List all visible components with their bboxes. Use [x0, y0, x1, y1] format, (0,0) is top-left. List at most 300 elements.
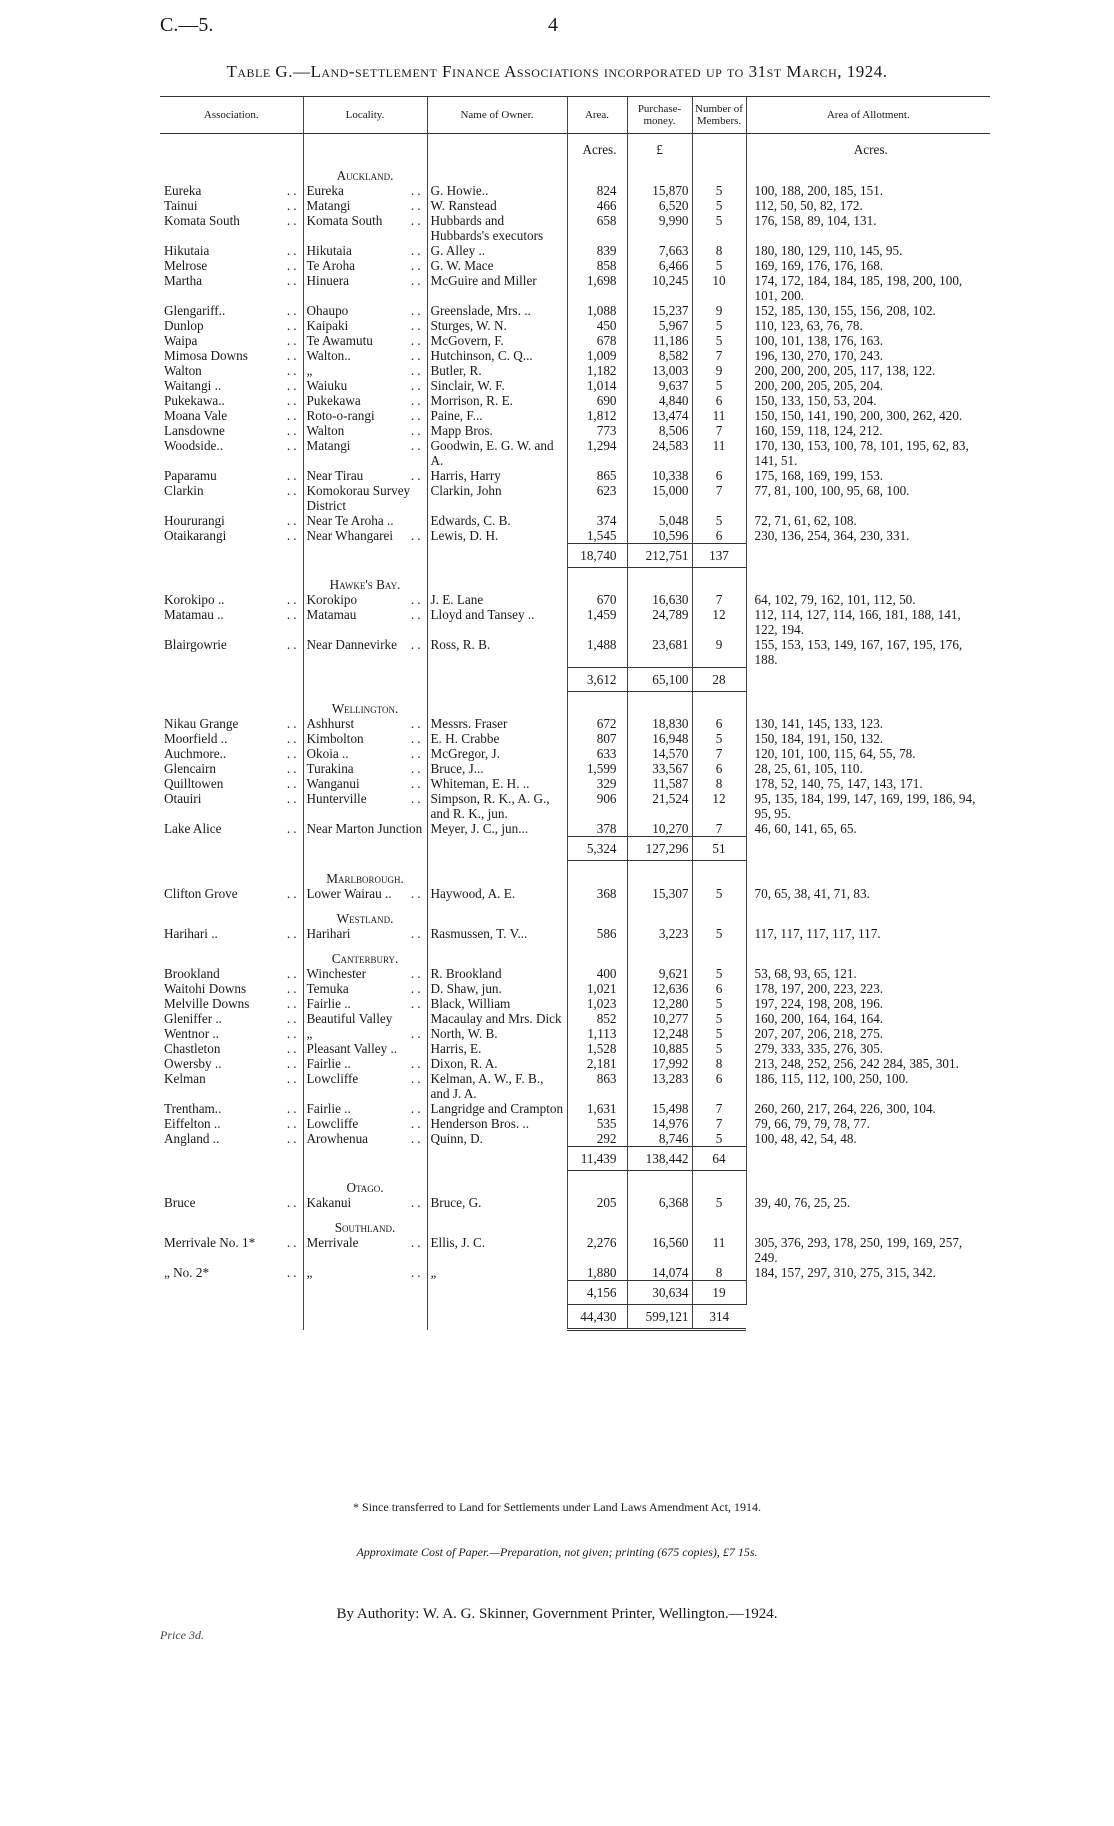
leader-dots: ..	[286, 1100, 300, 1116]
area	[567, 363, 627, 378]
association-name-text: Dunlop	[164, 317, 204, 333]
area	[567, 183, 627, 198]
locality-text: Pleasant Valley ..	[306, 1040, 398, 1056]
allotment-areas	[746, 198, 990, 213]
subtotal-blank	[427, 837, 567, 861]
area-unit	[567, 134, 627, 158]
allotment-areas-text: 110, 123, 63, 76, 78.	[754, 317, 863, 333]
area	[567, 886, 627, 901]
locality-text: Near Marton Junction	[306, 821, 423, 836]
locality	[303, 1265, 427, 1281]
purchase-money-text: 12,636	[652, 980, 689, 996]
locality	[303, 483, 427, 513]
members	[692, 258, 746, 273]
owner-name	[427, 1041, 567, 1056]
association-name	[160, 791, 303, 821]
association-name-text: Glencairn	[164, 761, 216, 776]
allotment-areas	[746, 746, 990, 761]
locality-text: Lowcliffe	[306, 1070, 359, 1086]
region-blank	[746, 567, 990, 592]
members-text: 7	[715, 347, 723, 363]
association-name-text: Hikutaia	[164, 242, 210, 258]
area	[567, 318, 627, 333]
region-blank	[567, 861, 627, 886]
locality	[303, 1056, 427, 1071]
region-heading	[303, 1170, 427, 1195]
allotment-areas	[746, 333, 990, 348]
area-text: 1,021	[586, 980, 617, 996]
table-row	[160, 637, 990, 667]
owner-name-text: Morrison, R. E.	[430, 392, 513, 408]
allotment-areas-text: 53, 68, 93, 65, 121.	[754, 965, 857, 981]
members	[692, 746, 746, 761]
allotment-areas-text: 46, 60, 141, 65, 65.	[754, 821, 857, 836]
allotment-areas	[746, 981, 990, 996]
subtotal-members-text: 19	[712, 1285, 726, 1300]
owner-name	[427, 1011, 567, 1026]
allotment-areas	[746, 1116, 990, 1131]
area-text: 374	[596, 512, 617, 528]
association-name-text: Mimosa Downs	[164, 347, 248, 363]
allotment-areas	[746, 528, 990, 544]
purchase-money-text: 10,885	[652, 1040, 689, 1056]
purchase-money-text: 6,520	[658, 197, 689, 213]
association-name-text: Clifton Grove	[164, 885, 238, 901]
region-blank	[567, 567, 627, 592]
leader-dots: ..	[410, 332, 424, 348]
table-row	[160, 716, 990, 731]
owner-name-text: Whiteman, E. H. ..	[430, 776, 530, 791]
locality-text: Te Awamutu	[306, 332, 373, 348]
association-name	[160, 438, 303, 468]
subtotal-blank	[746, 837, 990, 861]
members-text: 5	[715, 1025, 723, 1041]
owner-name	[427, 637, 567, 667]
area-text: 623	[596, 482, 617, 498]
subtotal-area-text: 4,156	[586, 1285, 617, 1300]
table-row	[160, 1265, 990, 1281]
owner-name-text: Harris, E.	[430, 1040, 482, 1056]
table-row	[160, 731, 990, 746]
locality-text: Fairlie ..	[306, 1055, 351, 1071]
members	[692, 1041, 746, 1056]
association-name	[160, 408, 303, 423]
table-row	[160, 1195, 990, 1210]
leader-dots: ..	[286, 422, 300, 438]
association-name	[160, 886, 303, 901]
locality-text: Roto-o-rangi	[306, 407, 375, 423]
owner-name-text: Kelman, A. W., F. B., and J. A.	[430, 1070, 544, 1101]
region-heading-text: Westland.	[336, 910, 394, 926]
allotment-areas	[746, 513, 990, 528]
area-text: 205	[596, 1195, 617, 1210]
region-blank	[692, 861, 746, 886]
members-text: 5	[715, 731, 723, 746]
locality-text: Fairlie ..	[306, 995, 351, 1011]
region-blank	[427, 1170, 567, 1195]
leader-dots: ..	[286, 761, 300, 776]
leader-dots: ..	[286, 1055, 300, 1071]
area	[567, 513, 627, 528]
leader-dots: ..	[286, 482, 300, 498]
purchase-money-text: 14,976	[652, 1115, 689, 1131]
owner-name-text: Greenslade, Mrs. ..	[430, 302, 531, 318]
area-text: 1,113	[587, 1025, 617, 1041]
units-blank	[160, 134, 303, 158]
subtotal-blank	[160, 543, 303, 567]
purchase-money-text: 6,466	[658, 257, 689, 273]
purchase-money	[627, 966, 692, 981]
locality	[303, 348, 427, 363]
total-blank	[746, 1305, 990, 1330]
locality-text: Lower Wairau ..	[306, 885, 392, 901]
locality	[303, 1026, 427, 1041]
leader-dots: ..	[410, 1195, 424, 1210]
purchase-money-text: 10,596	[652, 527, 689, 543]
owner-name-text: Macaulay and Mrs. Dick	[430, 1010, 562, 1026]
region-blank	[427, 941, 567, 966]
locality	[303, 996, 427, 1011]
association-name	[160, 1235, 303, 1265]
money-unit	[627, 134, 692, 158]
table-row	[160, 1116, 990, 1131]
members	[692, 183, 746, 198]
association-name-text: Auchmore..	[164, 746, 227, 761]
association-name	[160, 378, 303, 393]
purchase-money-text: 15,000	[652, 482, 689, 498]
region-heading-text: Canterbury.	[331, 950, 399, 966]
members	[692, 213, 746, 243]
region-blank	[627, 941, 692, 966]
region-blank	[627, 861, 692, 886]
subtotal-row	[160, 667, 990, 691]
table-row	[160, 213, 990, 243]
subtotal-blank	[303, 667, 427, 691]
region-blank	[427, 1210, 567, 1235]
owner-name	[427, 528, 567, 544]
table-row	[160, 528, 990, 544]
owner-name	[427, 1116, 567, 1131]
owner-name-text: Langridge and Crampton	[430, 1100, 564, 1116]
leader-dots: ..	[286, 302, 300, 318]
association-name	[160, 183, 303, 198]
locality-text: Temuka	[306, 980, 349, 996]
area	[567, 483, 627, 513]
purchase-money-text: 6,368	[658, 1195, 689, 1210]
locality-text: Komokorau Survey District	[306, 482, 411, 513]
members-text: 5	[715, 995, 723, 1011]
association-name	[160, 213, 303, 243]
allotment-areas	[746, 776, 990, 791]
table-row	[160, 776, 990, 791]
leader-dots: ..	[286, 527, 300, 543]
region-heading	[303, 1210, 427, 1235]
allotment-areas-text: 64, 102, 79, 162, 101, 112, 50.	[754, 592, 916, 607]
members-text: 6	[715, 392, 723, 408]
region-blank	[692, 691, 746, 716]
association-name	[160, 468, 303, 483]
association-name	[160, 393, 303, 408]
association-name-text: Kelman	[164, 1070, 206, 1086]
association-name	[160, 746, 303, 761]
region-heading-text: Auckland.	[336, 167, 394, 183]
allotment-areas	[746, 1235, 990, 1265]
allotment-areas-text: 155, 153, 153, 149, 167, 167, 195, 176, 188.	[754, 637, 963, 667]
owner-name-text: McGovern, F.	[430, 332, 504, 348]
purchase-money-text: 15,498	[652, 1100, 689, 1116]
leader-dots: ..	[286, 637, 300, 652]
associations-table	[160, 96, 990, 1331]
purchase-money-text: 24,583	[652, 437, 689, 453]
region-row	[160, 861, 990, 886]
area-text: 368	[596, 885, 617, 901]
area	[567, 607, 627, 637]
locality	[303, 981, 427, 996]
allotment-areas-text: 178, 197, 200, 223, 223.	[754, 980, 884, 996]
association-name-text: Pukekawa..	[164, 392, 225, 408]
allotment-areas-text: 213, 248, 252, 256, 242 284, 385, 301.	[754, 1055, 959, 1071]
subtotal-area	[567, 667, 627, 691]
area-text: 1,088	[586, 302, 617, 318]
association-name	[160, 243, 303, 258]
locality	[303, 1235, 427, 1265]
owner-name-text: Simpson, R. K., A. G., and R. K., jun.	[430, 791, 550, 821]
subtotal-members	[692, 667, 746, 691]
locality-text: Near Tirau	[306, 467, 364, 483]
owner-name	[427, 761, 567, 776]
purchase-money-text: 33,567	[652, 761, 689, 776]
members	[692, 791, 746, 821]
purchase-money	[627, 1265, 692, 1281]
members	[692, 1131, 746, 1147]
locality-text: Matamau	[306, 607, 357, 622]
owner-name	[427, 776, 567, 791]
allotment-areas	[746, 318, 990, 333]
members-text: 5	[715, 1040, 723, 1056]
leader-dots: ..	[410, 1265, 424, 1280]
owner-name	[427, 607, 567, 637]
association-name	[160, 513, 303, 528]
area	[567, 528, 627, 544]
subtotal-members-text: 28	[712, 671, 726, 687]
leader-dots: ..	[410, 1055, 424, 1071]
owner-name	[427, 966, 567, 981]
region-blank	[567, 1210, 627, 1235]
association-name	[160, 273, 303, 303]
purchase-money	[627, 378, 692, 393]
association-name-text: Otaikarangi	[164, 527, 227, 543]
allotment-areas	[746, 303, 990, 318]
purchase-money-text: 9,990	[658, 212, 689, 228]
subtotal-row	[160, 1146, 990, 1170]
allotment-areas	[746, 273, 990, 303]
allotment-areas-text: 77, 81, 100, 100, 95, 68, 100.	[754, 482, 910, 498]
members-text: 8	[715, 776, 723, 791]
locality	[303, 1116, 427, 1131]
subtotal-area	[567, 1146, 627, 1170]
owner-name-text: G. W. Mace	[430, 257, 494, 273]
association-name	[160, 926, 303, 941]
purchase-money-text: 12,280	[652, 995, 689, 1011]
leader-dots: ..	[286, 716, 300, 731]
owner-name	[427, 318, 567, 333]
area	[567, 592, 627, 607]
table-row	[160, 438, 990, 468]
association-name	[160, 1265, 303, 1281]
allotment-areas	[746, 886, 990, 901]
members	[692, 886, 746, 901]
allotment-areas	[746, 821, 990, 837]
leader-dots: ..	[286, 821, 300, 836]
leader-dots: ..	[410, 242, 424, 258]
area	[567, 348, 627, 363]
area-text: 378	[596, 821, 617, 836]
owner-name-text: J. E. Lane	[430, 592, 484, 607]
members-text: 7	[715, 1100, 723, 1116]
purchase-money-text: 11,186	[652, 332, 689, 348]
allotment-areas	[746, 1011, 990, 1026]
allotment-areas-text: 120, 101, 100, 115, 64, 55, 78.	[754, 746, 916, 761]
units-blank	[692, 134, 746, 158]
table-row	[160, 592, 990, 607]
leader-dots: ..	[286, 212, 300, 228]
locality-text: „	[306, 1025, 313, 1041]
allotment-areas-text: 112, 50, 50, 82, 172.	[754, 197, 863, 213]
subtotal-blank	[303, 1146, 427, 1170]
region-blank	[427, 901, 567, 926]
allotment-areas-text: 200, 200, 200, 205, 117, 138, 122.	[754, 362, 936, 378]
region-blank	[627, 691, 692, 716]
locality-text: Beautiful Valley	[306, 1010, 393, 1026]
locality	[303, 886, 427, 901]
owner-name	[427, 1235, 567, 1265]
footnote: * Since transferred to Land for Settlements under Land Laws Amendment Act, 1914.	[353, 1500, 761, 1514]
owner-name-text: W. Ranstead	[430, 197, 497, 213]
locality	[303, 333, 427, 348]
members	[692, 468, 746, 483]
owner-name-text: Henderson Bros. ..	[430, 1115, 530, 1131]
area	[567, 378, 627, 393]
allotment-areas-text: 184, 157, 297, 310, 275, 315, 342.	[754, 1265, 936, 1280]
table-row	[160, 1101, 990, 1116]
area-text: 466	[596, 197, 617, 213]
table-row	[160, 318, 990, 333]
purchase-money-text: 15,870	[652, 182, 689, 198]
subtotal-area-text: 3,612	[586, 671, 617, 687]
members	[692, 1195, 746, 1210]
leader-dots: ..	[410, 965, 424, 981]
table-row	[160, 791, 990, 821]
owner-name	[427, 258, 567, 273]
purchase-money-text: 3,223	[658, 925, 689, 941]
purchase-money	[627, 528, 692, 544]
subtotal-money-text: 138,442	[645, 1150, 689, 1166]
purchase-money	[627, 996, 692, 1011]
subtotal-area	[567, 837, 627, 861]
subtotal-money	[627, 837, 692, 861]
purchase-money	[627, 1116, 692, 1131]
members-text: 12	[712, 791, 726, 806]
purchase-money	[627, 243, 692, 258]
area-text: 400	[596, 965, 617, 981]
allotment-areas	[746, 213, 990, 243]
owner-name	[427, 438, 567, 468]
locality	[303, 1195, 427, 1210]
subtotal-blank	[746, 667, 990, 691]
area-text: 1,294	[586, 437, 617, 453]
members-text: 5	[715, 925, 723, 941]
leader-dots: ..	[286, 257, 300, 273]
locality-text: Pukekawa	[306, 392, 361, 408]
region-blank	[567, 158, 627, 183]
owner-name-text: McGuire and Miller	[430, 272, 537, 288]
locality-text: Hikutaia	[306, 242, 352, 258]
subtotal-members	[692, 1281, 746, 1305]
association-name	[160, 637, 303, 667]
region-blank	[160, 861, 303, 886]
association-name	[160, 333, 303, 348]
area	[567, 1056, 627, 1071]
area-text: 1,009	[586, 347, 617, 363]
members-text: 5	[715, 512, 723, 528]
owner-name	[427, 716, 567, 731]
region-blank	[746, 941, 990, 966]
allotment-areas-text: 169, 169, 176, 176, 168.	[754, 257, 884, 273]
owner-name-text: Bruce, J...	[430, 761, 484, 776]
allotment-areas	[746, 1026, 990, 1041]
members-text: 7	[715, 592, 723, 607]
leader-dots: ..	[286, 607, 300, 622]
leader-dots: ..	[286, 377, 300, 393]
association-name-text: Quilltowen	[164, 776, 224, 791]
purchase-money	[627, 746, 692, 761]
allotment-areas-text: 130, 141, 145, 133, 123.	[754, 716, 884, 731]
association-name	[160, 731, 303, 746]
members	[692, 408, 746, 423]
grand-total-area	[567, 1305, 627, 1330]
region-row	[160, 901, 990, 926]
area	[567, 791, 627, 821]
locality	[303, 1041, 427, 1056]
owner-name	[427, 996, 567, 1011]
association-name	[160, 303, 303, 318]
allotment-areas-text: 230, 136, 254, 364, 230, 331.	[754, 527, 910, 543]
members	[692, 363, 746, 378]
allotment-areas-text: 178, 52, 140, 75, 147, 143, 171.	[754, 776, 923, 791]
region-row	[160, 691, 990, 716]
locality-text: Near Dannevirke	[306, 637, 397, 652]
locality	[303, 607, 427, 637]
region-heading-text: Hawke's Bay.	[329, 577, 401, 592]
table-row	[160, 1026, 990, 1041]
area	[567, 716, 627, 731]
purchase-money	[627, 981, 692, 996]
table-row	[160, 258, 990, 273]
subtotal-money	[627, 543, 692, 567]
area	[567, 198, 627, 213]
table-row	[160, 821, 990, 837]
table-body	[160, 134, 990, 1330]
members-text: 6	[715, 1070, 723, 1086]
owner-name	[427, 468, 567, 483]
region-blank	[627, 158, 692, 183]
table-row	[160, 363, 990, 378]
members	[692, 761, 746, 776]
subtotal-blank	[746, 1146, 990, 1170]
region-blank	[627, 567, 692, 592]
locality-text: Near Te Aroha ..	[306, 512, 394, 528]
members	[692, 607, 746, 637]
